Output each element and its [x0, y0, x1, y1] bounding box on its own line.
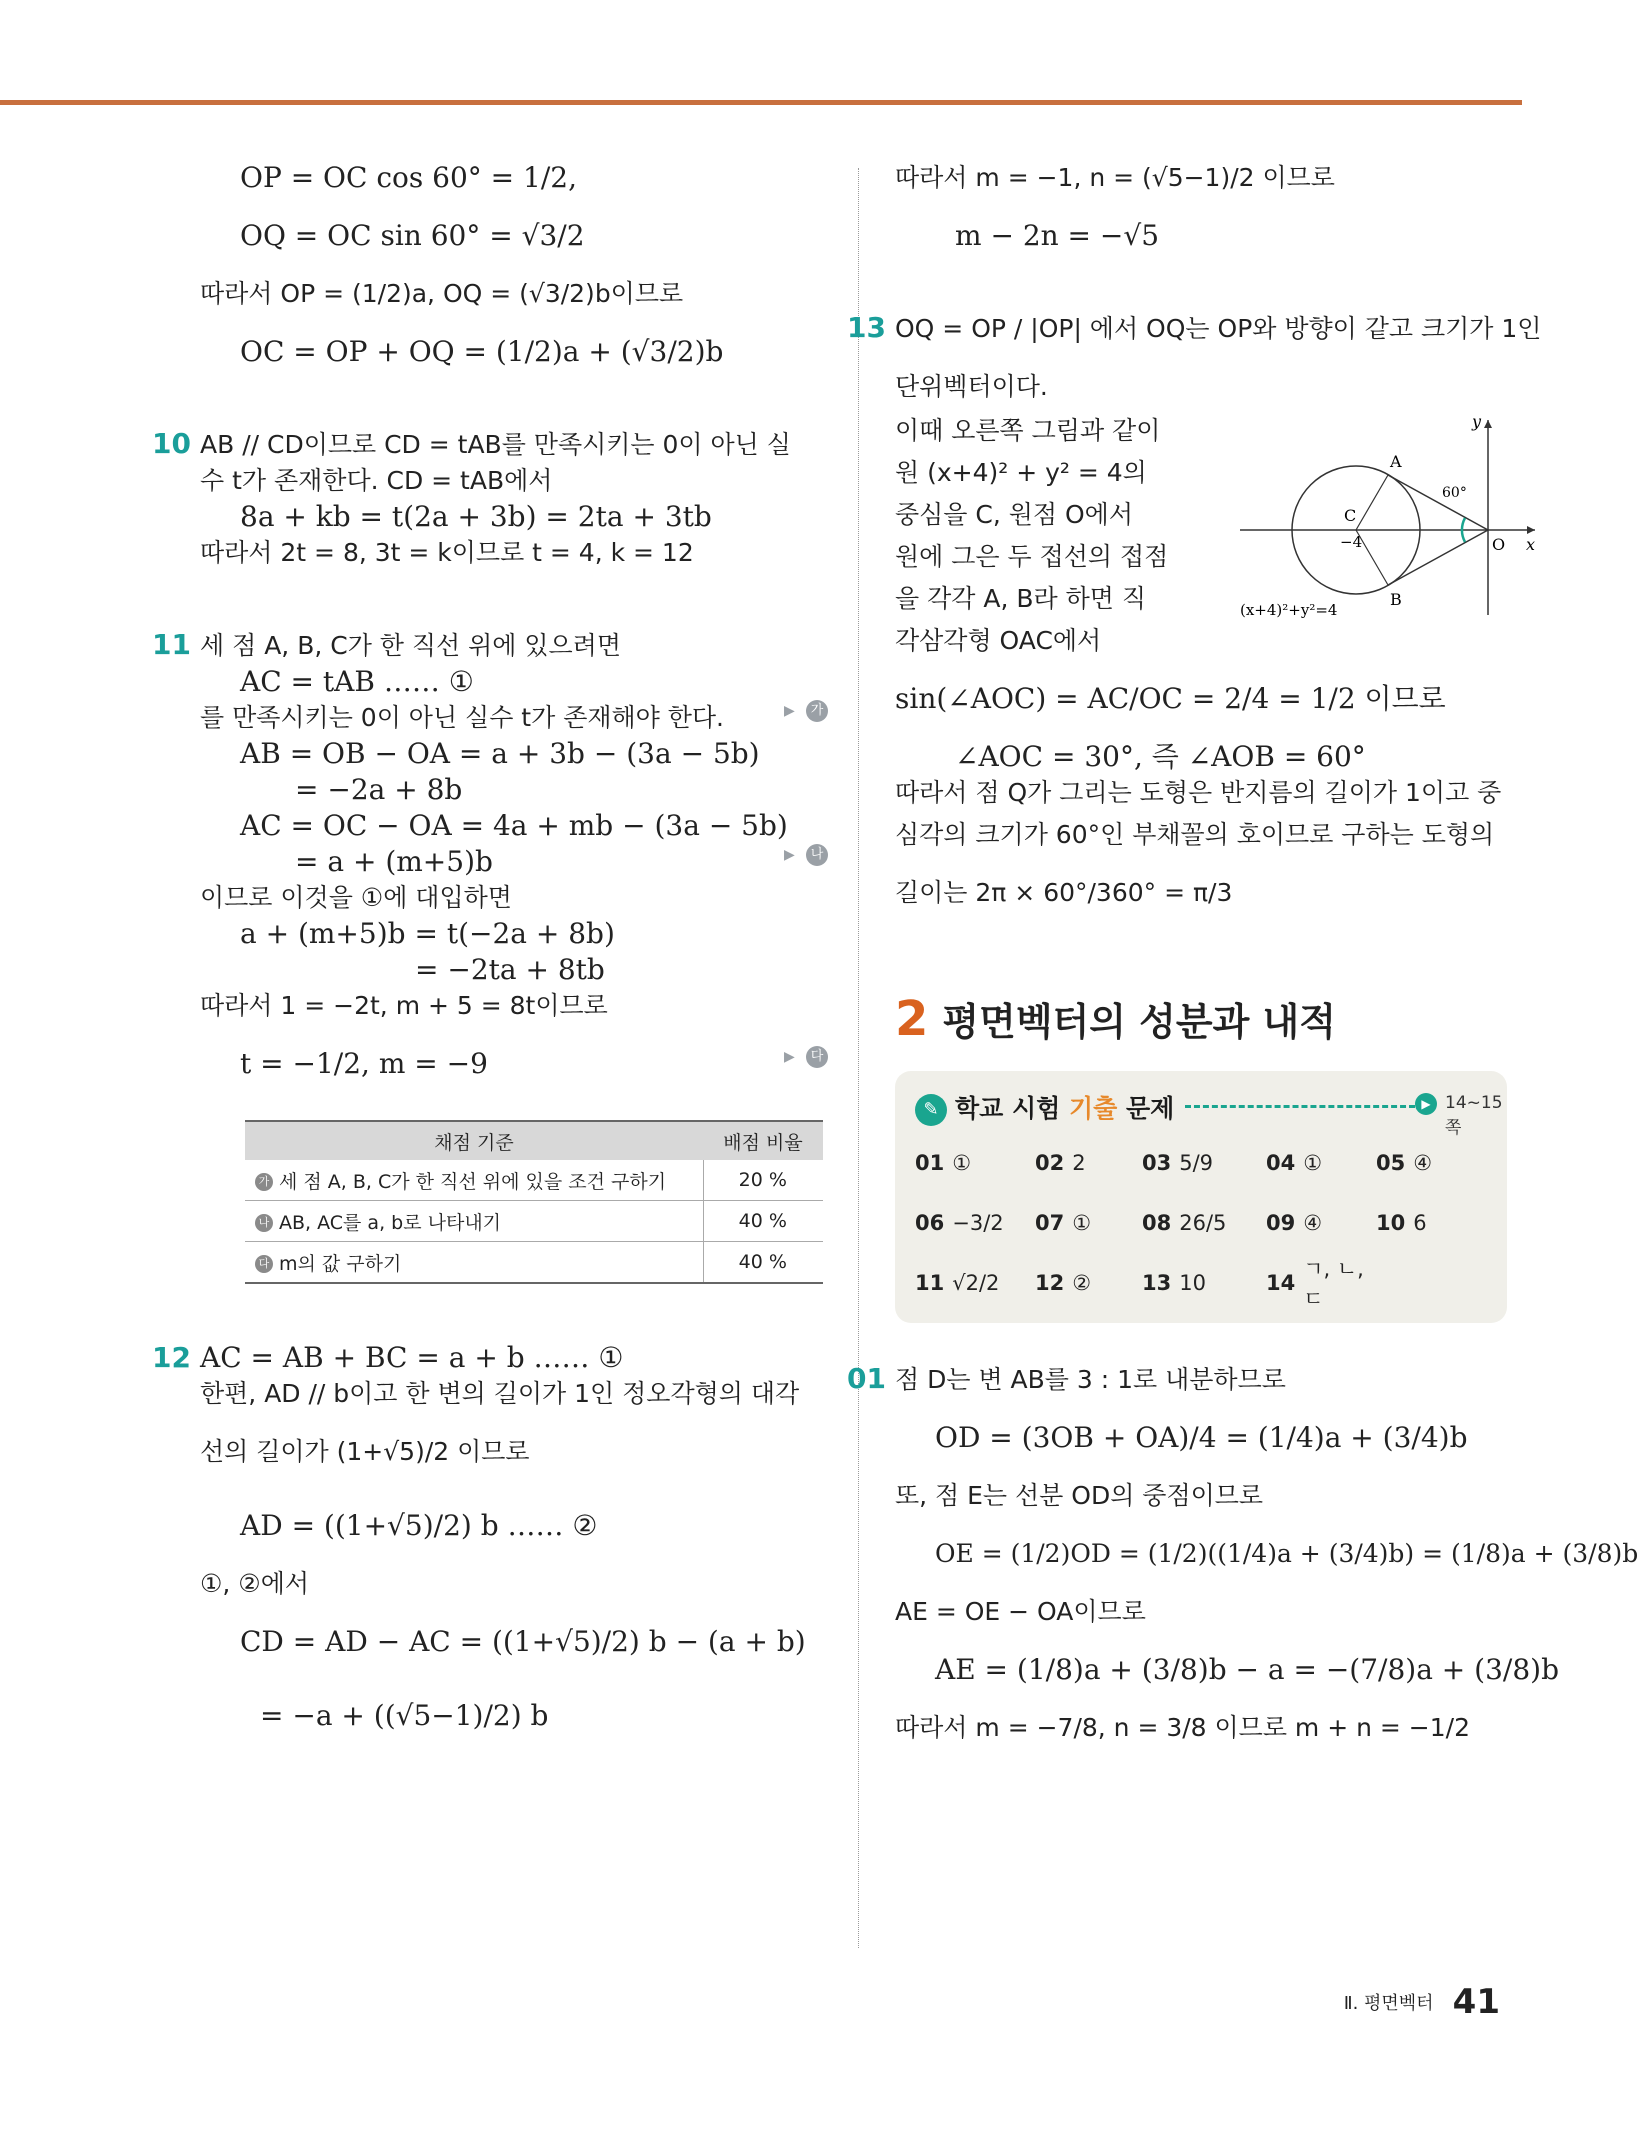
q11-line: t = −1/2, m = −9 ▶ 다	[200, 1046, 840, 1082]
answer-item: 03 5/9	[1142, 1151, 1214, 1175]
q13-line: sin(∠AOC) = AC/OC = 2/4 = 1/2 이므로	[895, 682, 1446, 715]
left-column	[152, 160, 840, 1734]
label-angle: 60°	[1442, 485, 1467, 501]
q01-line: OD = (3OB + OA)/4 = (1/4)a + (3/4)b	[935, 1421, 1468, 1454]
table-header: 배점 비율	[703, 1121, 823, 1160]
label-x: x	[1526, 535, 1536, 554]
q13-line: 길이는 2π × 60°/360° = π/3	[895, 878, 1233, 907]
tangent-oa	[1388, 475, 1488, 530]
answer-item: 07 ①	[1035, 1211, 1092, 1235]
q10-line: 10 AB // CD이므로 CD = tAB를 만족시키는 0이 아닌 실	[152, 427, 791, 460]
answer-grid	[895, 1141, 1507, 1311]
label-o: O	[1492, 535, 1506, 554]
question-number: 01	[847, 1362, 886, 1395]
question-number: 11	[152, 628, 191, 661]
q12-line: AD = ((1+√5)/2) b …… ②	[240, 1509, 598, 1542]
q13-line: ∠AOC = 30°, 즉 ∠AOB = 60°	[955, 740, 1366, 773]
question-number: 10	[152, 427, 191, 460]
table-row: 나 AB, AC를 a, b로 나타내기 40 %	[245, 1201, 823, 1242]
q11-line: 를 만족시키는 0이 아닌 실수 t가 존재해야 한다. ▶ 가	[200, 700, 840, 736]
exam-pages: 14~15쪽	[1445, 1093, 1503, 1138]
step-badge: ▶ 가	[806, 700, 828, 722]
q12-line: 한편, AD // b이고 한 변의 길이가 1인 정오각형의 대각	[200, 1379, 800, 1408]
figure-svg	[1240, 415, 1540, 625]
scoring-table	[245, 1120, 823, 1284]
q13-block	[847, 310, 1542, 911]
q11-line: a + (m+5)b = t(−2a + 8b)	[240, 917, 615, 950]
y-axis-arrow	[1484, 420, 1492, 428]
q12-line: ①, ②에서	[200, 1569, 310, 1598]
q10-line: 따라서 2t = 8, 3t = k이므로 t = 4, k = 12	[200, 538, 694, 567]
q10-line: 8a + kb = t(2a + 3b) = 2ta + 3tb	[240, 500, 712, 533]
answer-item: 13 10	[1142, 1271, 1206, 1295]
section-title: 2 평면벡터의 성분과 내적	[895, 991, 1336, 1047]
question-number: 12	[152, 1341, 191, 1374]
label-a: A	[1390, 452, 1402, 471]
answer-item: 09 ④	[1266, 1211, 1323, 1235]
answer-item: 05 ④	[1376, 1151, 1433, 1175]
text-line: 따라서 OP = (1/2)a, OQ = (√3/2)b이므로	[200, 279, 684, 308]
q13-line: 따라서 점 Q가 그리는 도형은 반지름의 길이가 1이고 중	[895, 778, 1502, 807]
q01-line: 따라서 m = −7/8, n = 3/8 이므로 m + n = −1/2	[895, 1713, 1470, 1742]
q13-line: 중심을 C, 원점 O에서	[895, 500, 1133, 529]
answer-item: 11 √2/2	[915, 1271, 1000, 1295]
formula-line: OQ = OC sin 60° = √3/2	[240, 219, 585, 252]
table-header: 채점 기준	[245, 1121, 703, 1160]
q13-line: 13 OQ = OP / |OP| 에서 OQ는 OP와 방향이 같고 크기가 1인	[847, 311, 1542, 344]
formula-line: OP = OC cos 60° = 1/2,	[240, 161, 577, 194]
q13-line: 단위벡터이다.	[895, 372, 1048, 401]
q11-line: = −2a + 8b	[295, 773, 463, 806]
q12-line: 12 AC = AB + BC = a + b …… ①	[152, 1341, 624, 1374]
exam-header	[895, 1081, 1507, 1138]
q13-line: 심각의 크기가 60°인 부채꼴의 호이므로 구하는 도형의	[895, 820, 1495, 849]
q12-line: CD = AD − AC = ((1+√5)/2) b − (a + b)	[240, 1625, 806, 1658]
q11-line: = −2ta + 8tb	[415, 953, 605, 986]
q01-line: OE = (1/2)OD = (1/2)((1/4)a + (3/4)b) = (1/8)a + (3/8)b	[935, 1539, 1638, 1568]
exam-answer-box	[895, 1071, 1507, 1323]
formula-line: m − 2n = −√5	[955, 219, 1160, 252]
answer-item: 14 ㄱ, ㄴ, ㄷ	[1266, 1257, 1364, 1311]
question-number: 13	[847, 311, 886, 344]
q11-line: 11 세 점 A, B, C가 한 직선 위에 있으려면	[152, 628, 621, 661]
exam-divider	[1185, 1105, 1415, 1108]
q11-line: = a + (m+5)b ▶ 나	[200, 844, 840, 880]
right-column	[847, 160, 1638, 1746]
q11-line: AB = OB − OA = a + 3b − (3a − 5b)	[240, 737, 760, 770]
text-line: 따라서 m = −1, n = (√5−1)/2 이므로	[895, 163, 1335, 192]
circle-tangent-figure	[1240, 415, 1540, 625]
q13-line: 원에 그은 두 접선의 접점	[895, 542, 1169, 571]
table-row: 다 m의 값 구하기 40 %	[245, 1242, 823, 1284]
q01-line: AE = (1/8)a + (3/8)b − a = −(7/8)a + (3/8)b	[935, 1653, 1559, 1686]
q13-line: 원 (x+4)² + y² = 4의	[895, 458, 1147, 487]
q12-line: = −a + ((√5−1)/2) b	[260, 1699, 549, 1732]
q10-line: 수 t가 존재한다. CD = tAB에서	[200, 466, 553, 495]
q01-line: 01 점 D는 변 AB를 3 : 1로 내분하므로	[847, 1362, 1286, 1395]
step-badge: 가	[255, 1173, 273, 1191]
label-y: y	[1472, 415, 1482, 431]
answer-item: 02 2	[1035, 1151, 1086, 1175]
q13-line: 을 각각 A, B라 하면 직	[895, 584, 1146, 613]
answer-item: 12 ②	[1035, 1271, 1092, 1295]
answer-item: 06 −3/2	[915, 1211, 1004, 1235]
table-row: 가 세 점 A, B, C가 한 직선 위에 있을 조건 구하기 20 %	[245, 1160, 823, 1201]
q01-line: AE = OE − OA이므로	[895, 1597, 1146, 1626]
answer-item: 04 ①	[1266, 1151, 1323, 1175]
answer-item: 10 6	[1376, 1211, 1427, 1235]
label-equation: (x+4)²+y²=4	[1240, 601, 1338, 619]
step-badge: ▶ 나	[806, 844, 828, 866]
page-footer	[1344, 1982, 1500, 2022]
column-divider	[858, 168, 859, 1948]
step-badge: ▶ 다	[806, 1046, 828, 1068]
q11-line: AC = OC − OA = 4a + mb − (3a − 5b)	[240, 809, 788, 842]
q11-line: AC = tAB …… ①	[240, 665, 474, 698]
q12-line: 선의 길이가 (1+√5)/2 이므로	[200, 1437, 530, 1466]
arrow-right-icon: ▶	[1415, 1093, 1437, 1115]
top-rule	[0, 100, 1522, 105]
exam-title: ✎ 학교 시험 기출 문제	[915, 1089, 1174, 1126]
label-b: B	[1390, 590, 1402, 609]
q13-line: 각삼각형 OAC에서	[895, 626, 1102, 655]
x-axis-arrow	[1527, 526, 1535, 534]
step-badge: 나	[255, 1214, 273, 1232]
q01-line: 또, 점 E는 선분 OD의 중점이므로	[895, 1481, 1264, 1510]
pencil-note-icon: ✎	[915, 1094, 947, 1126]
answer-item: 08 26/5	[1142, 1211, 1227, 1235]
formula-line: OC = OP + OQ = (1/2)a + (√3/2)b	[240, 335, 724, 368]
label-c: C	[1344, 506, 1357, 525]
page-number: 41	[1452, 1982, 1500, 2022]
answer-item: 01 ①	[915, 1151, 972, 1175]
q13-line: 이때 오른쪽 그림과 같이	[895, 416, 1161, 445]
radius-ca	[1356, 475, 1388, 530]
q11-line: 이므로 이것을 ①에 대입하면	[200, 883, 512, 912]
step-badge: 다	[255, 1255, 273, 1273]
q11-line: 따라서 1 = −2t, m + 5 = 8t이므로	[200, 991, 608, 1020]
label-minus4: −4	[1340, 533, 1363, 551]
footer-section: Ⅱ. 평면벡터	[1343, 1993, 1434, 2014]
tangent-ob	[1388, 530, 1488, 585]
